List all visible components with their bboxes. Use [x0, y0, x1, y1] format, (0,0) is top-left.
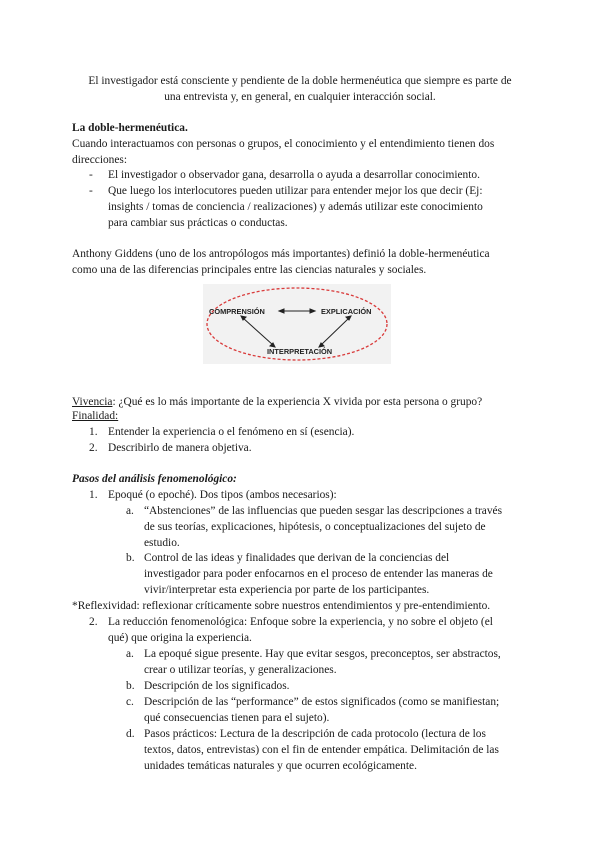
pasos-2d-label: d.: [126, 728, 135, 740]
pasos-2a-line-1: La epoqué sigue presente. Hay que evitar sesgos, preconceptos, ser abstractos,: [144, 648, 501, 660]
pasos-1b-line-3: vivir/interpretar esta experiencia por parte de los participantes.: [144, 584, 430, 596]
diagram-label-explicacion: EXPLICACIÓN: [321, 307, 372, 316]
pasos-1b-line-1: Control de las ideas y finalidades que derivan de la conciencias del: [144, 552, 450, 564]
hermeneutic-diagram: [203, 284, 391, 364]
vivencia-question: : ¿Qué es lo más importante de la experiencia X vivida por esta persona o grupo?: [112, 396, 483, 408]
bullet-1: El investigador o observador gana, desarrolla o ayuda a desarrollar conocimiento.: [108, 169, 480, 181]
finalidad-label: Finalidad:: [72, 410, 119, 422]
giddens-line-1: Anthony Giddens (uno de los antropólogos más importantes) definió la doble-hermenéutica: [72, 248, 490, 260]
pasos-1a-label: a.: [126, 505, 134, 517]
pasos-item-2-line-1: La reducción fenomenológica: Enfoque sobre la experiencia, y no sobre el objeto (el: [108, 616, 493, 628]
pasos-1b-label: b.: [126, 552, 135, 564]
finalidad-number-2: 2.: [89, 442, 98, 454]
section1-para-line-1: Cuando interactuamos con personas o grupos, el conocimiento y el entendimiento tienen dos: [72, 138, 495, 150]
pasos-2c-line-1: Descripción de las “performance” de estos significados (como se manifiestan;: [144, 696, 500, 708]
pasos-2a-line-2: crear o utilizar teorías, y generalizaciones.: [144, 664, 337, 676]
finalidad-number-1: 1.: [89, 426, 98, 438]
pasos-number-1: 1.: [89, 489, 98, 501]
pasos-1a-line-3: estudio.: [144, 537, 180, 549]
bullet-marker: -: [89, 169, 93, 181]
diagram-label-interpretacion: INTERPRETACIÓN: [267, 347, 333, 356]
pasos-2d-line-1: Pasos prácticos: Lectura de la descripción de cada protocolo (lectura de los: [144, 728, 486, 740]
pasos-2a-label: a.: [126, 648, 134, 660]
pasos-2c-label: c.: [126, 696, 134, 708]
intro-line-1: El investigador está consciente y pendiente de la doble hermenéutica que siempre es parte de: [88, 75, 512, 87]
pasos-2d-line-3: unidades temáticas naturales y que ocurren ecológicamente.: [144, 760, 417, 772]
pasos-2b-label: b.: [126, 680, 135, 692]
bullet-2-line-1: Que luego los interlocutores pueden utilizar para entender mejor los que decir (Ej:: [108, 185, 483, 197]
pasos-2c-line-2: qué consecuencias tienen para el sujeto).: [144, 712, 330, 724]
bullet-marker: -: [89, 185, 93, 197]
pasos-2b-line-1: Descripción de los significados.: [144, 680, 290, 692]
diagram-label-comprension: COMPRENSIÓN: [209, 307, 265, 316]
section-heading-doble-hermeneutica: La doble-hermenéutica.: [72, 122, 188, 134]
bullet-2-line-2: insights / tomas de conciencia / realizaciones) y además utilizar este conocimiento: [108, 201, 483, 213]
pasos-item-1: Epoqué (o epoché). Dos tipos (ambos necesarios):: [108, 489, 337, 501]
finalidad-item-1: Entender la experiencia o el fenómeno en sí (esencia).: [108, 426, 355, 438]
finalidad-item-2: Describirlo de manera objetiva.: [108, 442, 252, 454]
pasos-1b-line-2: investigador para poder enfocarnos en el proceso de entender las maneras de: [144, 568, 493, 580]
giddens-line-2: como una de las diferencias principales entre las ciencias naturales y sociales.: [72, 264, 427, 276]
bullet-2-line-3: para cambiar sus prácticas o conductas.: [108, 217, 288, 229]
reflexividad-note: *Reflexividad: reflexionar críticamente sobre nuestros entendimientos y pre-entendimiento.: [72, 600, 491, 612]
pasos-1a-line-2: de sus teorías, explicaciones, hipótesis, o conceptualizaciones del sujeto de: [144, 521, 486, 533]
pasos-1a-line-1: “Abstenciones” de las influencias que pueden sesgar las descripciones a través: [144, 505, 503, 517]
intro-line-2: una entrevista y, en general, en cualquier interacción social.: [164, 91, 436, 103]
pasos-heading: Pasos del análisis fenomenológico:: [72, 473, 237, 485]
pasos-number-2: 2.: [89, 616, 98, 628]
vivencia-line: [72, 395, 482, 410]
pasos-item-2-line-2: qué) que origina la experiencia.: [108, 632, 252, 644]
vivencia-label: Vivencia: [72, 396, 113, 408]
section1-para-line-2: direcciones:: [72, 154, 128, 166]
pasos-2d-line-2: textos, datos, entrevistas) con el fin de entender empática. Delimitación de las: [144, 744, 499, 756]
